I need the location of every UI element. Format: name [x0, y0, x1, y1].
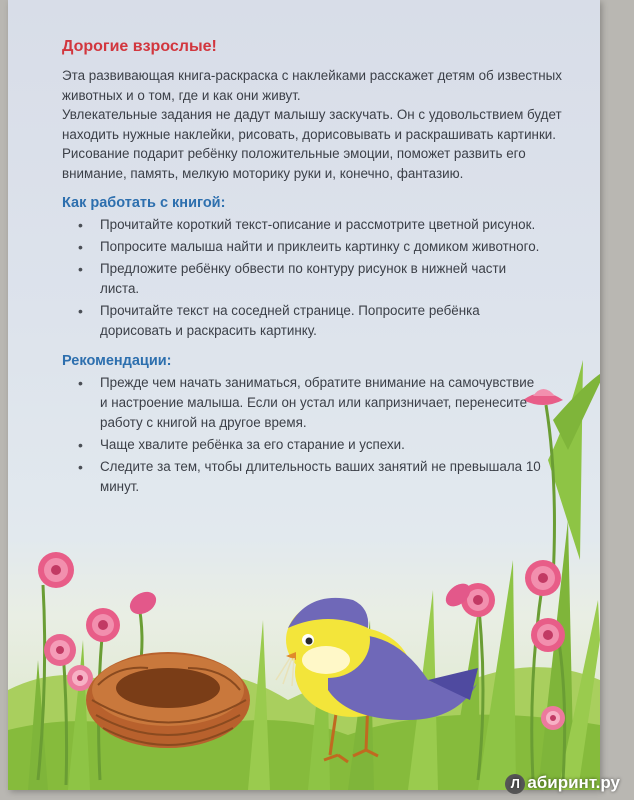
recommendations-heading: Рекомендации:: [62, 353, 172, 369]
page-title: Дорогие взрослые!: [62, 38, 217, 55]
labirint-logo-icon: Л: [505, 774, 525, 794]
list-item: • Прочитайте короткий текст-описание и рассмотрите цветной рисунок.: [100, 215, 562, 235]
list-item: • Прежде чем начать заниматься, обратите внимание на самочувствие и настроение малыша. Если он устал или капризничает, перенесите работу с книгой на другое время.: [100, 373, 562, 433]
watermark: [505, 773, 620, 794]
list-item: • Попросите малыша найти и приклеить картинку с домиком животного.: [100, 237, 562, 257]
recommendations-list: [62, 373, 562, 497]
list-item: • Предложите ребёнку обвести по контуру рисунок в нижней части листа.: [100, 259, 562, 299]
intro-paragraph-3: Рисование подарит ребёнку положительные эмоции, поможет развить его внимание, память, мелкую моторику руки и, конечно, фантазию.: [62, 146, 526, 181]
watermark-text: абиринт.ру: [527, 773, 620, 793]
list-item: • Чаще хвалите ребёнка за его старание и успехи.: [100, 435, 562, 455]
intro-paragraph-1: Эта развивающая книга-раскраска с наклейками расскажет детям об известных животных и о том, где и как они живут.: [62, 68, 562, 103]
intro-paragraph-2: Увлекательные задания не дадут малышу заскучать. Он с удовольствием будет находить нужные наклейки, рисовать, дорисовывать и раскрашивать картинки.: [62, 107, 562, 142]
how-to-heading: Как работать с книгой:: [62, 195, 226, 211]
how-to-list: [62, 215, 562, 341]
text-block: [62, 38, 562, 499]
list-item: • Следите за тем, чтобы длительность ваших занятий не превышала 10 минут.: [100, 457, 562, 497]
list-item: • Прочитайте текст на соседней странице. Попросите ребёнка дорисовать и раскрасить картинку.: [100, 301, 562, 341]
nest-icon: [86, 652, 250, 748]
book-page: [8, 0, 600, 790]
